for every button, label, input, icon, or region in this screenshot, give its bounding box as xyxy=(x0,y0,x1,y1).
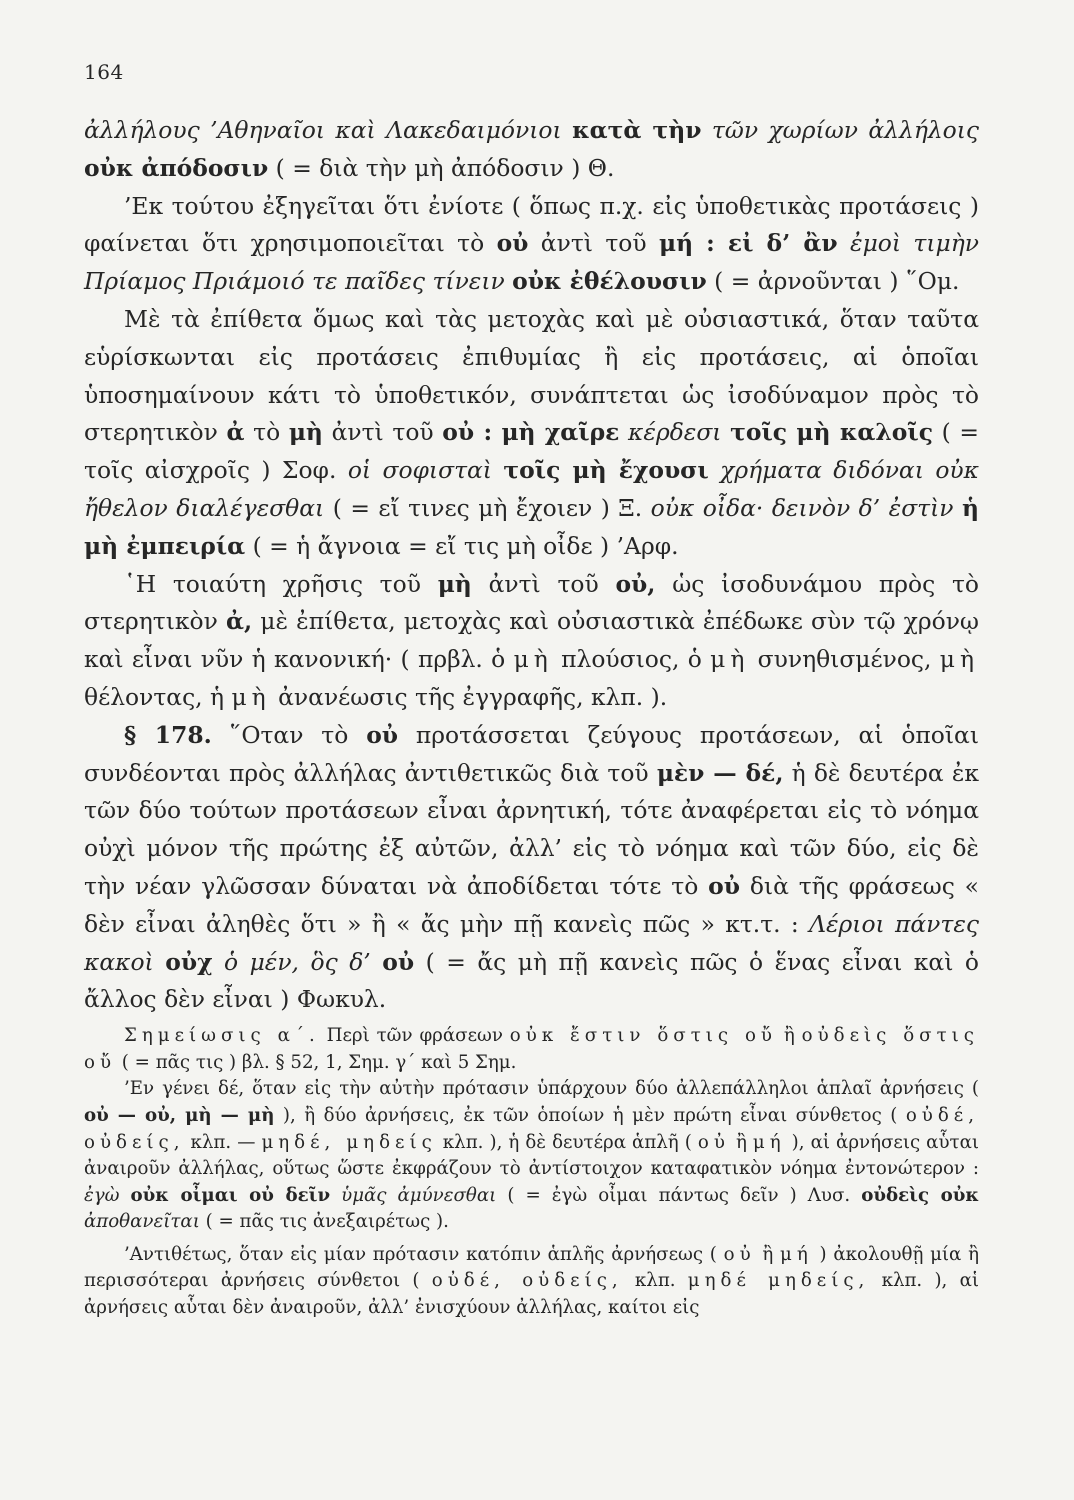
text-run: διὰ τῆς φράσεως « δὲν εἶναι ἀληθὲς ὅτι » ἢ « ἄς μὴν πῇ κανεὶς πῶς » κτ.τ. : xyxy=(84,871,979,938)
bold-run: οὐ xyxy=(708,871,740,900)
italic-run: χρήματα διδόναι οὐκ ἤθελον διαλέγεσθαι xyxy=(84,456,979,522)
text-run xyxy=(954,494,962,522)
text-run: Μὲ τὰ ἐπίθετα ὅμως καὶ τὰς μετοχὰς καὶ μὲ οὐσιαστικά, ὅταν ταῦτα εὑρίσκωνται εἰς προτάσεις ἐπιθυμίας ἢ εἰς προτάσεις, αἱ ὁποῖαι ὑποσημαίνουν κάτι τὸ ὑποθετικόν, συνάπτεται ὡς ἰσοδύναμον πρὸς τὸ στερητικὸν xyxy=(84,304,979,447)
text-run: κλπ. — xyxy=(184,1131,262,1153)
note-paragraph xyxy=(84,1242,979,1322)
bold-run: οὐ : μὴ χαῖρε xyxy=(442,418,620,447)
text-column xyxy=(84,112,979,1322)
spaced-run: οὐκ ἔστιν ὅστις οὔ xyxy=(509,1025,777,1047)
text-run: ὡς ἰσοδυνάμου πρὸς τὸ στερητικὸν xyxy=(84,569,979,636)
paragraph xyxy=(84,112,979,188)
spaced-run: μηδέ, μηδείς xyxy=(261,1131,437,1153)
text-run: ( = τοῖς αἰσχροῖς ) Σοφ. xyxy=(84,418,979,485)
text-run: Περὶ τῶν φράσεων xyxy=(319,1025,510,1047)
text-run: ἢ xyxy=(776,1025,802,1047)
paragraph xyxy=(84,717,979,1019)
bold-run: οὐδεὶς οὐκ xyxy=(861,1184,979,1206)
spaced-run: μὴ xyxy=(231,682,271,711)
italic-run: ὑμᾶς ἀμύνεσθαι xyxy=(330,1184,497,1206)
main-text xyxy=(84,112,979,1019)
text-run: προτάσσεται ζεύγους προτάσεων, αἱ ὁποῖαι συνδέονται πρὸς ἀλλήλας ἀντιθετικῶς διὰ τοῦ xyxy=(84,720,979,787)
text-run: ῞Οταν τὸ xyxy=(211,720,367,749)
spaced-run: μὴ xyxy=(513,645,553,674)
text-run: ( = εἴ τινες μὴ ἔχοιεν ) Ξ. xyxy=(324,493,651,522)
text-run: ἢ xyxy=(755,1243,781,1265)
text-run: ῾Η τοιαύτη χρῆσις τοῦ xyxy=(124,569,438,598)
text-run: ), αἱ ἀρνήσεις αὗται ἀναιροῦν ἀλλήλας, οὕτως ὥστε ἐκφράζουν τὸ ἀντίστοιχον καταφατικὸν νόημα ἐντονώτερον : xyxy=(84,1131,979,1180)
italic-run: οὐκ οἶδα· δεινὸν δ’ ἐστὶν xyxy=(650,493,954,522)
bold-run: οὐκ ἐθέλουσιν xyxy=(512,267,707,296)
italic-run: ἀποθανεῖται xyxy=(84,1211,200,1233)
text-run: ) ἀκολουθῇ μία ἢ περισσότεραι ἀρνήσεις σύνθετοι ( xyxy=(84,1243,979,1292)
text-run: θέλοντας, ἡ xyxy=(84,682,232,711)
bold-run: ἡ μὴ ἐμπειρία xyxy=(84,493,979,560)
bold-run: τοῖς μὴ καλοῖς xyxy=(730,418,933,447)
text-run: ), ἢ δύο ἀρνήσεις, ἐκ τῶν ὁποίων ἡ μὲν πρώτη εἶναι σύνθετος ( xyxy=(274,1104,906,1126)
text-run: μὲ ἐπίθετα, μετοχὰς καὶ οὐσιαστικὰ ἐπέδωκε σὺν τῷ χρόνῳ καὶ εἶναι νῦν ἡ κανονική· ( πρβλ. ὁ xyxy=(84,607,979,674)
bold-run: ἀ xyxy=(226,418,245,447)
text-run: ( = ἐγὼ οἶμαι πάντως δεῖν ) Λυσ. xyxy=(496,1184,862,1206)
spaced-run: μὴ xyxy=(939,645,979,674)
text-run: τὸ xyxy=(244,418,289,447)
text-run: ἀντὶ τοῦ xyxy=(471,569,616,598)
paragraph xyxy=(84,188,979,301)
bold-run: μὴ xyxy=(437,569,472,598)
spaced-run: Σημείωσις α΄. xyxy=(124,1025,320,1047)
paragraph xyxy=(84,566,979,717)
note-paragraph xyxy=(84,1076,979,1236)
bold-run: οὐκ οἶμαι οὐ δεῖν xyxy=(130,1184,331,1206)
text-run: ’Εν γένει δέ, ὅταν εἰς τὴν αὐτὴν πρότασιν ὑπάρχουν δύο ἀλλεπάλληλοι ἁπλαῖ ἀρνήσεις ( xyxy=(124,1078,979,1100)
paragraph xyxy=(84,301,979,566)
bold-run: οὐ — οὐ, μὴ — μὴ xyxy=(84,1104,275,1126)
notes-section xyxy=(84,1023,979,1322)
spaced-run: οὐδέ, οὐδείς, xyxy=(431,1270,623,1292)
text-run: ( = ἄς μὴ πῇ κανεὶς πῶς ὁ ἕνας εἶναι καὶ ὁ ἄλλος δὲν εἶναι ) Φωκυλ. xyxy=(84,947,979,1014)
bold-run: κατὰ τὴν xyxy=(572,116,702,144)
text-run: ( = ἡ ἄγνοια = εἴ τις μὴ οἶδε ) ’Αρφ. xyxy=(245,531,679,560)
italic-run: ἐγὼ xyxy=(84,1184,131,1206)
text-run: ( = ἀρνοῦνται ) ῞Ομ. xyxy=(706,267,960,296)
italic-run: ὁ μέν, ὃς δ’ xyxy=(212,947,383,976)
spaced-run: οὐ xyxy=(723,1243,756,1265)
spaced-run: οὐ xyxy=(697,1131,730,1153)
italic-run: ἀλλήλους ’Αθηναῖοι καὶ Λακεδαιμόνιοι xyxy=(84,116,573,144)
bold-run: οὐκ ἀπόδοσιν xyxy=(84,153,269,182)
text-run: ἢ xyxy=(729,1131,753,1153)
text-run: συνηθισμένος, xyxy=(749,645,940,674)
text-run: ’Αντιθέτως, ὅταν εἰς μίαν πρότασιν κατόπιν ἁπλῆς ἀρνήσεως ( xyxy=(124,1243,724,1265)
spaced-run: οὐδεὶς ὅστις οὔ xyxy=(84,1025,979,1073)
bold-run: μὲν — δέ, xyxy=(656,758,784,787)
bold-run: τοῖς μὴ ἔχουσι xyxy=(503,456,709,485)
bold-run: οὐχ xyxy=(165,947,213,976)
text-run: ἡ δὲ δευτέρα ἐκ τῶν δύο τούτων προτάσεων εἶναι ἀρνητική, τότε ἀναφέρεται εἰς τὸ νόημα οὐχὶ μόνον τῆς πρώτης ἐξ αὐτῶν, ἀλλ’ εἰς τὸ νόημα καὶ τῶν δύο, εἰς δὲ τὴν νέαν γλῶσσαν δύναται νὰ ἀποδίδεται τότε τὸ xyxy=(84,758,979,900)
text-run: ἀντὶ τοῦ xyxy=(322,418,443,447)
italic-run: Λέριοι πάντες κακοὶ xyxy=(84,909,979,976)
text-run: κλπ. ), αἱ ἀρνήσεις αὗται δὲν ἀναιροῦν, ἀλλ’ ἐνισχύουν ἀλλήλας, καίτοι εἰς xyxy=(84,1270,979,1319)
bold-run: § 178. xyxy=(124,720,212,749)
text-run: κλπ. ), ἡ δὲ δευτέρα ἁπλῆ ( xyxy=(436,1131,698,1153)
bold-run: οὐ xyxy=(382,947,415,976)
italic-run: ἐμοὶ τιμὴν Πρίαμος Πριάμοιό τε παῖδες τίνειν xyxy=(84,229,979,296)
text-run: ἀντὶ τοῦ xyxy=(528,229,659,258)
text-run: κλπ. xyxy=(622,1270,688,1292)
text-run: ( = πᾶς τις ἀνεξαιρέτως ). xyxy=(199,1211,449,1233)
italic-run: τῶν χωρίων ἀλλήλοις xyxy=(701,116,980,144)
spaced-run: μή xyxy=(752,1131,786,1153)
spaced-run: οὐδέ, οὐδείς, xyxy=(84,1104,979,1153)
text-run: ( = πᾶς τις ) βλ. § 52, 1, Σημ. γ΄ καὶ 5 Σημ. xyxy=(116,1051,517,1073)
text-run: πλούσιος, ὁ xyxy=(552,645,711,674)
bold-run: οὐ xyxy=(366,720,399,749)
bold-run: μὴ xyxy=(288,418,323,447)
text-run: ’Εκ τούτου ἐξηγεῖται ὅτι ἐνίοτε ( ὅπως π.χ. εἰς ὑποθετικὰς προτάσεις ) φαίνεται ὅτι χρησιμοποιεῖται τὸ xyxy=(84,191,979,258)
spaced-run: μή xyxy=(780,1243,813,1265)
bold-run: οὐ xyxy=(496,229,529,258)
text-run: ἀνανέωσις τῆς ἐγγραφῆς, κλπ. ). xyxy=(270,682,668,711)
page-number: 164 xyxy=(84,60,124,84)
bold-run: ἀ, xyxy=(225,607,253,636)
spaced-run: μὴ xyxy=(710,645,750,674)
bold-run: μή : εἰ δ’ ἂν xyxy=(658,229,838,258)
italic-run: οἱ σοφισταὶ xyxy=(347,456,504,485)
note-paragraph xyxy=(84,1023,979,1076)
italic-run: κέρδεσι xyxy=(619,418,731,447)
text-run: ( = διὰ τὴν μὴ ἀπόδοσιν ) Θ. xyxy=(268,153,615,182)
bold-run: οὐ, xyxy=(615,569,656,598)
spaced-run: μηδέ μηδείς, xyxy=(687,1270,870,1292)
